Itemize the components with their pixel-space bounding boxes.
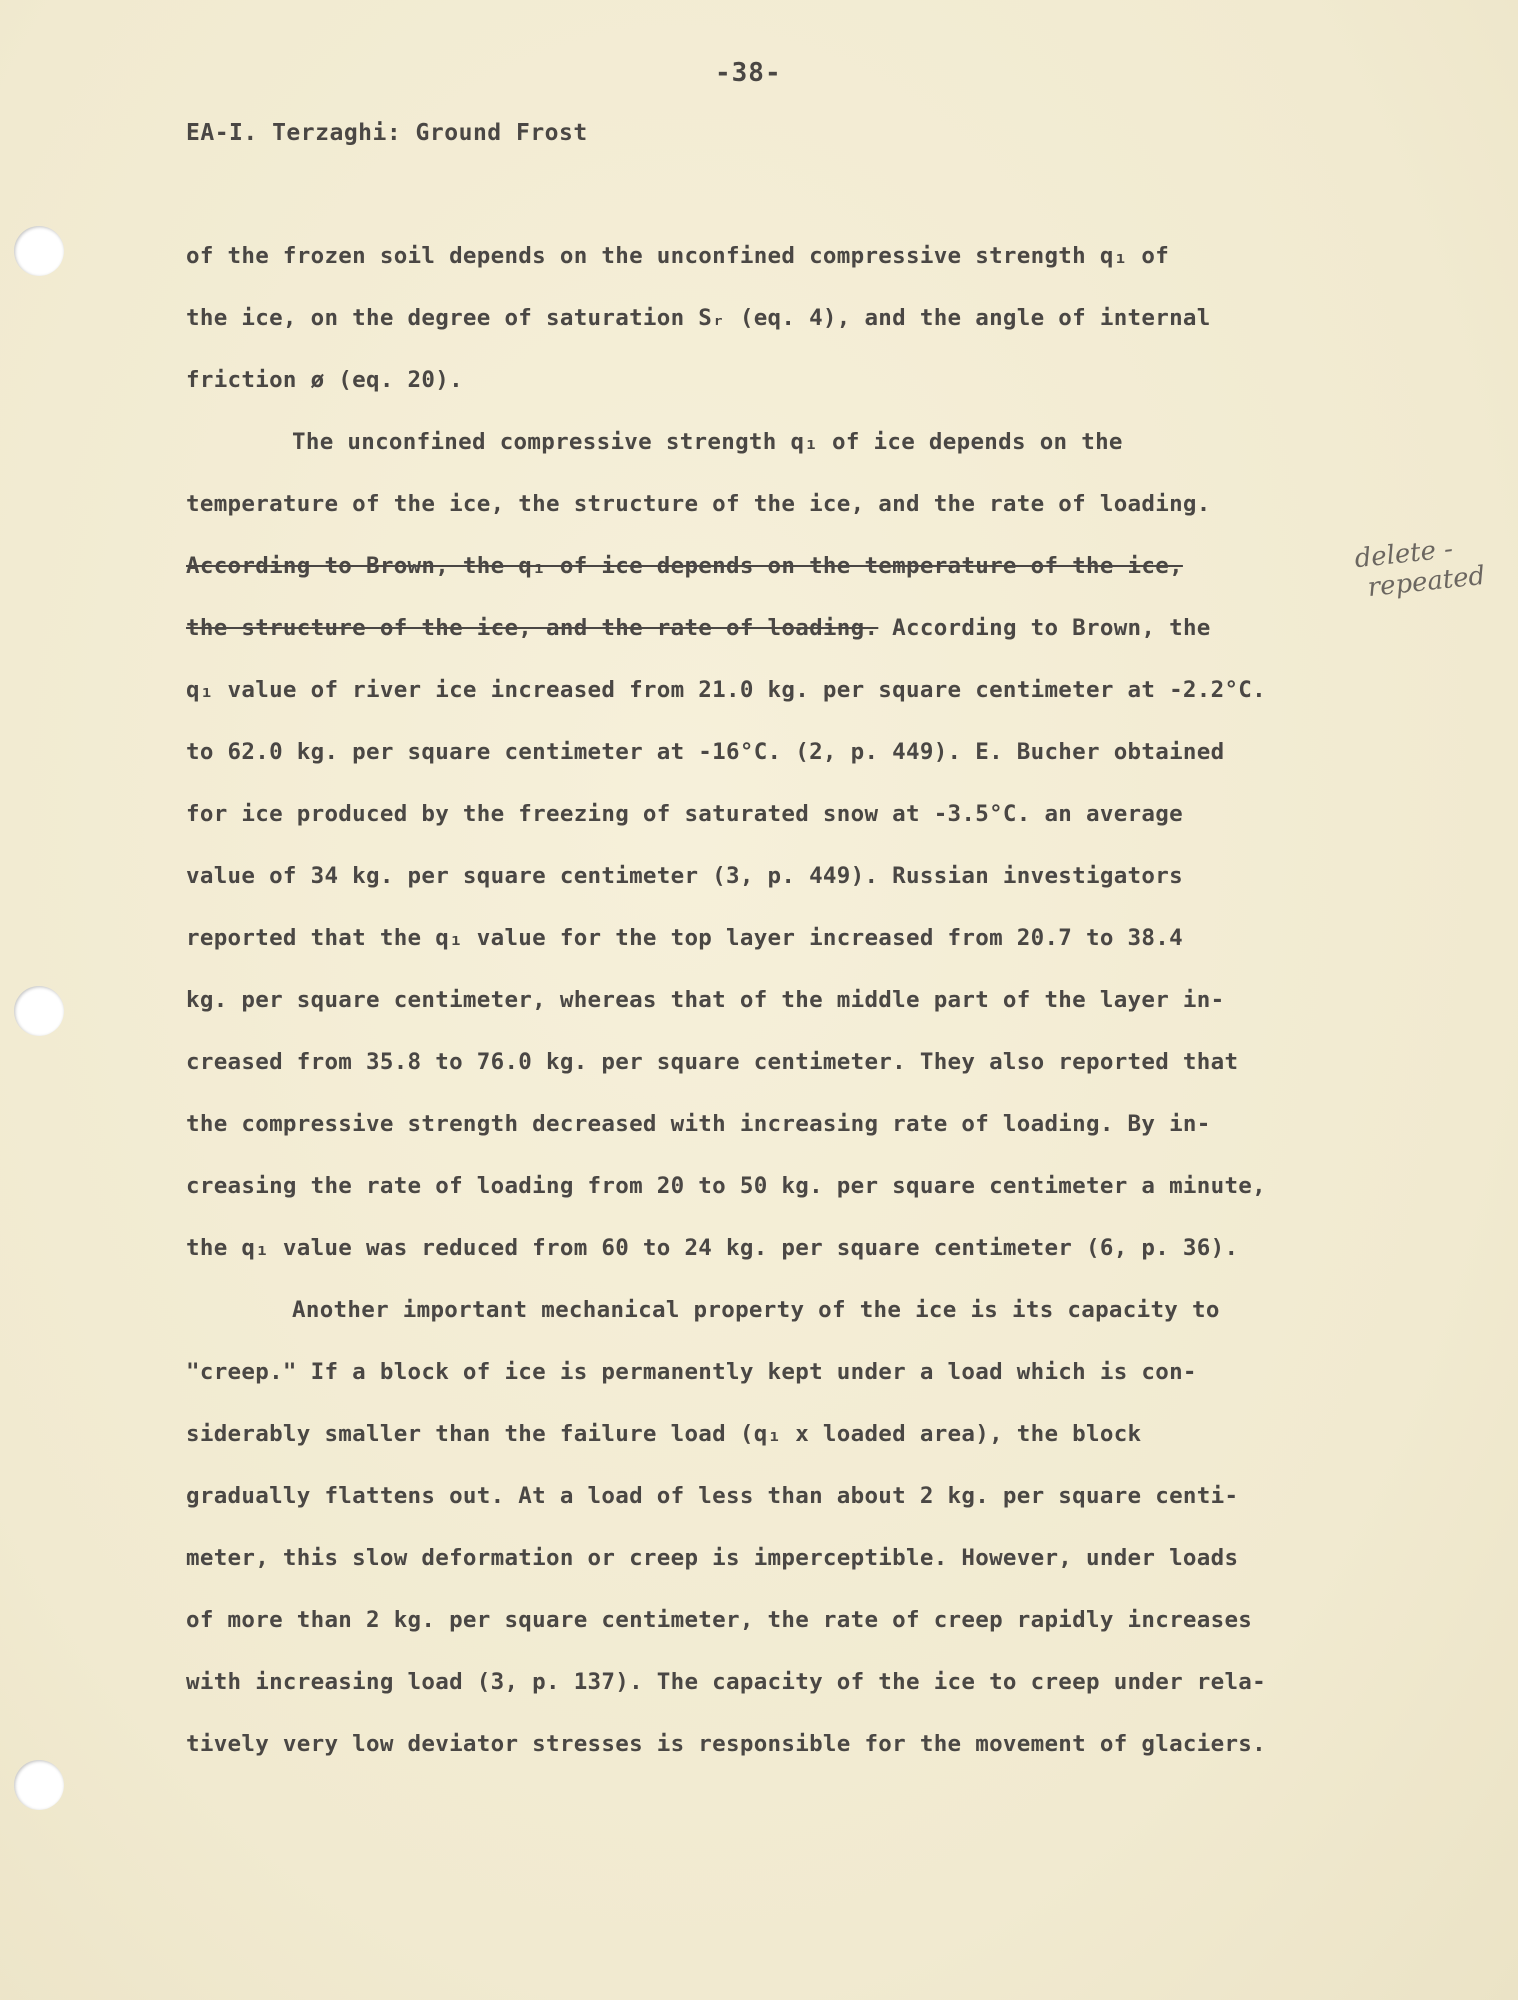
line-text: for ice produced by the freezing of saturated snow at -3.5°C. an average — [186, 801, 1183, 827]
text-line — [186, 1351, 1386, 1413]
line-text: The unconfined compressive strength q₁ of ice depends on the — [292, 429, 1123, 455]
text-line — [186, 793, 1386, 855]
text-line — [186, 1041, 1386, 1103]
line-text: q₁ value of river ice increased from 21.0 kg. per square centimeter at -2.2°C. — [186, 677, 1266, 703]
running-header: EA-I. Terzaghi: Ground Frost — [186, 120, 588, 146]
text-line — [186, 1475, 1386, 1537]
text-line — [186, 979, 1386, 1041]
line-text: the compressive strength decreased with increasing rate of loading. By in- — [186, 1111, 1211, 1137]
text-line — [186, 1723, 1386, 1785]
line-text: value of 34 kg. per square centimeter (3, p. 449). Russian investigators — [186, 863, 1183, 889]
text-line — [186, 297, 1386, 359]
punch-hole-middle — [14, 986, 64, 1036]
text-line — [186, 1103, 1386, 1165]
body-text — [186, 235, 1386, 1785]
line-text: friction ø (eq. 20). — [186, 367, 463, 393]
line-text: meter, this slow deformation or creep is imperceptible. However, under loads — [186, 1545, 1239, 1571]
line-text: of the frozen soil depends on the unconfined compressive strength q₁ of — [186, 243, 1170, 269]
margin-note-line-1: delete - — [1353, 534, 1455, 575]
text-line — [186, 669, 1386, 731]
text-line — [186, 1165, 1386, 1227]
line-text: reported that the q₁ value for the top layer increased from 20.7 to 38.4 — [186, 925, 1183, 951]
struck-text: According to Brown, the q₁ of ice depends on the temperature of the ice, — [186, 553, 1183, 579]
text-line — [186, 855, 1386, 917]
text-line — [186, 1537, 1386, 1599]
line-text: of more than 2 kg. per square centimeter, the rate of creep rapidly increases — [186, 1607, 1253, 1633]
line-text: gradually flattens out. At a load of less than about 2 kg. per square centi- — [186, 1483, 1239, 1509]
line-text: temperature of the ice, the structure of the ice, and the rate of loading. — [186, 491, 1211, 517]
text-line — [186, 607, 1386, 669]
line-text: to 62.0 kg. per square centimeter at -16°C. (2, p. 449). E. Bucher obtained — [186, 739, 1225, 765]
text-line — [186, 1413, 1386, 1475]
line-text: siderably smaller than the failure load (q₁ x loaded area), the block — [186, 1421, 1142, 1447]
handwritten-margin-note — [1353, 532, 1487, 604]
text-line — [186, 359, 1386, 421]
text-line — [186, 917, 1386, 979]
line-text: "creep." If a block of ice is permanently kept under a load which is con- — [186, 1359, 1197, 1385]
text-line — [186, 1227, 1386, 1289]
line-text: creased from 35.8 to 76.0 kg. per square centimeter. They also reported that — [186, 1049, 1239, 1075]
punch-hole-bottom — [14, 1760, 64, 1810]
text-line — [186, 483, 1386, 545]
line-text: the q₁ value was reduced from 60 to 24 kg. per square centimeter (6, p. 36). — [186, 1235, 1239, 1261]
text-line — [186, 1289, 1386, 1351]
text-line — [186, 1661, 1386, 1723]
line-text: the ice, on the degree of saturation Sᵣ (eq. 4), and the angle of internal — [186, 305, 1211, 331]
line-text: creasing the rate of loading from 20 to 50 kg. per square centimeter a minute, — [186, 1173, 1266, 1199]
margin-note-line-2: repeated — [1366, 560, 1487, 604]
text-line — [186, 235, 1386, 297]
struck-text: the structure of the ice, and the rate of loading. — [186, 615, 879, 641]
line-text: According to Brown, the — [892, 615, 1211, 641]
text-line — [186, 545, 1386, 607]
line-text: with increasing load (3, p. 137). The capacity of the ice to creep under rela- — [186, 1669, 1266, 1695]
text-line — [186, 421, 1386, 483]
line-text: tively very low deviator stresses is responsible for the movement of glaciers. — [186, 1731, 1266, 1757]
line-text: Another important mechanical property of the ice is its capacity to — [292, 1297, 1220, 1323]
text-line — [186, 731, 1386, 793]
line-text: kg. per square centimeter, whereas that of the middle part of the layer in- — [186, 987, 1225, 1013]
page-number: -38- — [715, 58, 782, 88]
punch-hole-top — [14, 226, 64, 276]
text-line — [186, 1599, 1386, 1661]
